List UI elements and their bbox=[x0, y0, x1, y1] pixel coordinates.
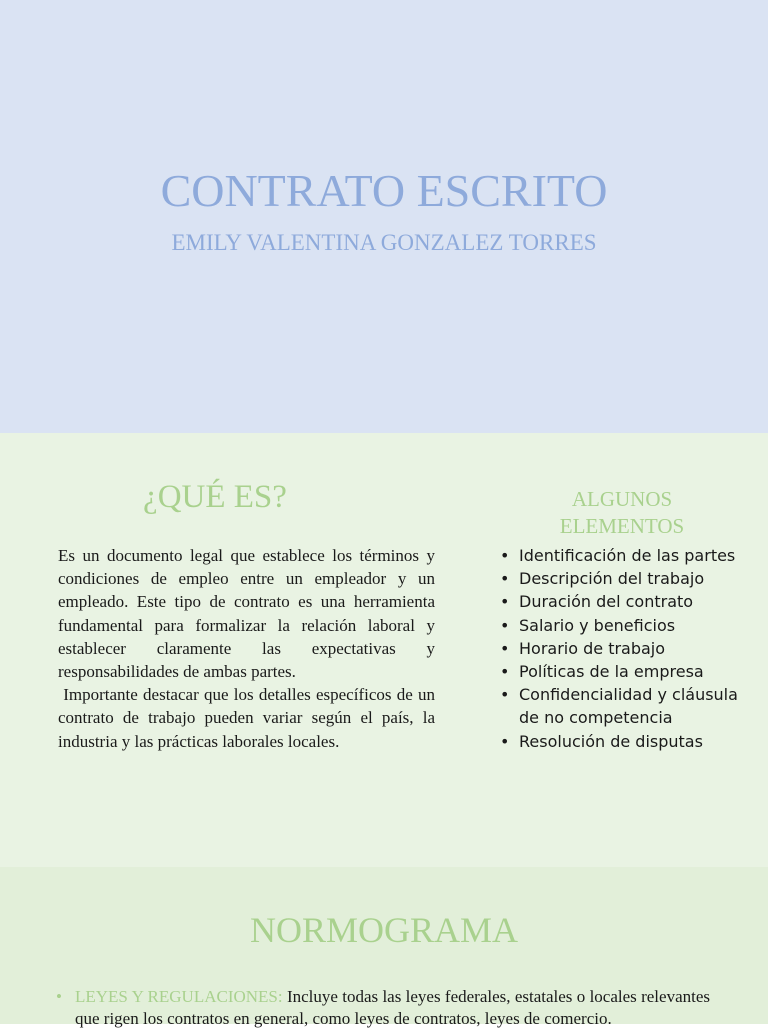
list-item-label: Identificación de las partes bbox=[519, 546, 736, 565]
list-item bbox=[500, 683, 762, 729]
que-es-paragraph-2 bbox=[58, 683, 435, 753]
bullet-icon: • bbox=[500, 592, 510, 612]
que-es-paragraph-2-text: Importante destacar que los detalles específicos de un contrato de trabajo pueden variar según el país, la industria y las prácticas laborales locales. bbox=[58, 685, 435, 751]
list-item bbox=[500, 730, 762, 753]
bullet-icon: • bbox=[500, 662, 510, 682]
normograma-item bbox=[56, 986, 710, 1030]
list-item-label: Resolución de disputas bbox=[519, 731, 703, 751]
list-item bbox=[500, 544, 762, 567]
elementos-list bbox=[500, 544, 762, 753]
bullet-icon: • bbox=[500, 638, 510, 658]
normograma-item-text bbox=[56, 986, 710, 1030]
normograma-item-description: Incluye todas las leyes federales, estatales o locales relevantes que rigen los contratos en general, como leyes de contratos, leyes de comercio. bbox=[75, 987, 711, 1028]
author-name: EMILY VALENTINA GONZALEZ TORRES bbox=[171, 230, 597, 255]
bullet-icon: • bbox=[500, 731, 510, 751]
que-es-body bbox=[58, 544, 435, 753]
normograma-item-label: LEYES Y REGULACIONES: bbox=[75, 987, 283, 1006]
bullet-icon: • bbox=[56, 987, 62, 1006]
bullet-icon: • bbox=[500, 546, 510, 565]
list-item bbox=[500, 660, 762, 683]
que-es-heading: ¿QUÉ ES? bbox=[143, 479, 287, 515]
presentation-title: CONTRATO ESCRITO bbox=[160, 165, 608, 216]
list-item-label: Duración del contrato bbox=[519, 592, 694, 612]
list-item bbox=[500, 567, 762, 590]
que-es-paragraph-1: Es un documento legal que establece los términos y condiciones de empleo entre un empleador y un empleado. Este tipo de contrato es una herramienta fundamental para formalizar la relación laboral y establecer claramente las expectativas y responsabilidades de ambas partes. bbox=[58, 546, 435, 682]
list-item-label: Políticas de la empresa bbox=[519, 662, 704, 682]
normograma-heading: NORMOGRAMA bbox=[249, 910, 519, 950]
bullet-icon: • bbox=[500, 685, 510, 705]
list-item bbox=[500, 614, 762, 637]
bullet-icon: • bbox=[500, 615, 510, 635]
list-item-label: Horario de trabajo bbox=[519, 638, 666, 658]
list-item-label: Descripción del trabajo bbox=[519, 569, 705, 589]
list-item-label: Confidencialidad y cláusula de no competencia bbox=[519, 685, 738, 728]
list-item bbox=[500, 590, 762, 613]
bullet-icon: • bbox=[500, 569, 510, 589]
list-item bbox=[500, 637, 762, 660]
list-item-label: Salario y beneficios bbox=[519, 615, 676, 635]
elementos-heading: ALGUNOS ELEMENTOS bbox=[559, 487, 685, 538]
